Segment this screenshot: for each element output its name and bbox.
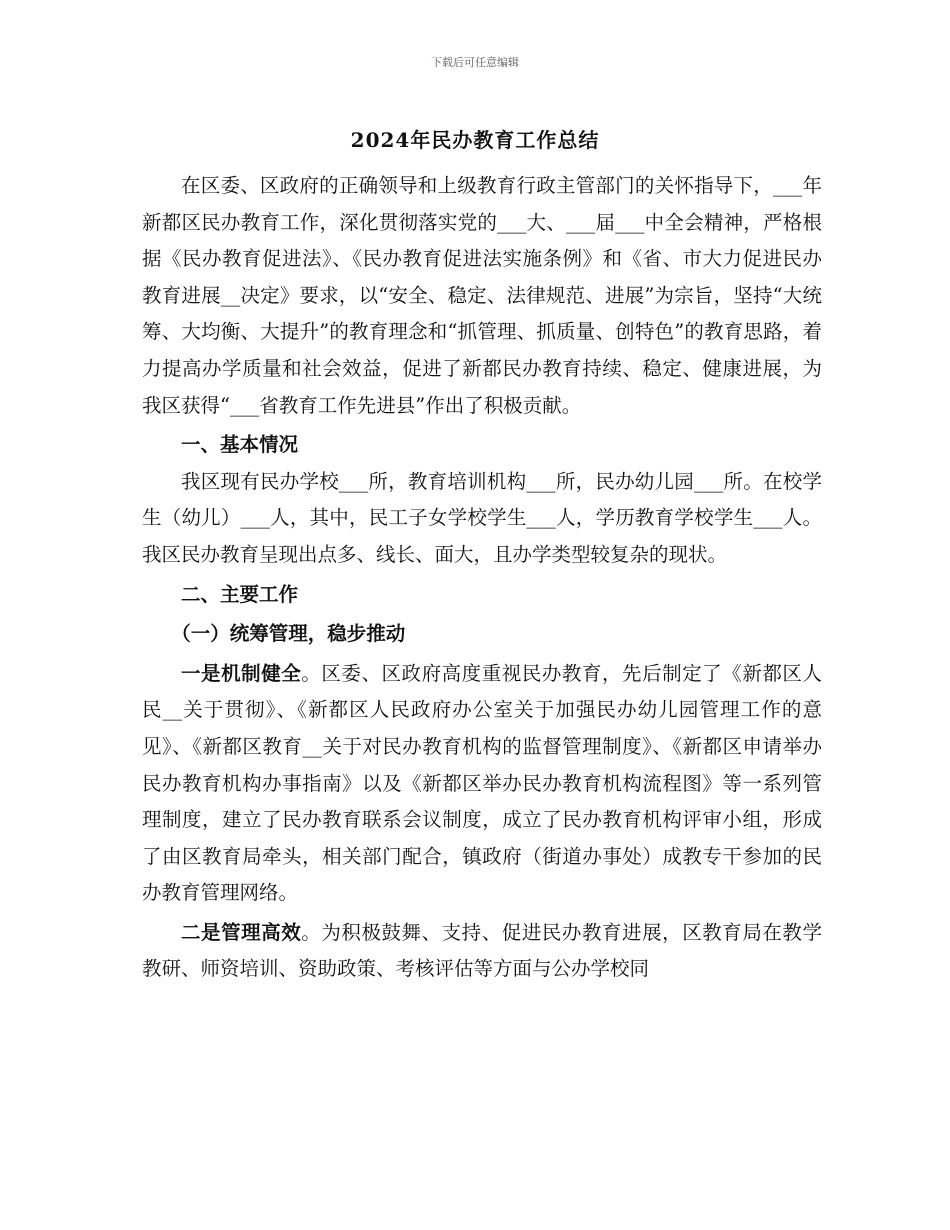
document-body [142, 168, 822, 988]
section-heading-main-work: 二、主要工作 [181, 582, 299, 606]
point-one-paragraph [142, 656, 822, 912]
header-note: 下载后可任意编辑 [431, 56, 519, 69]
section-heading-basic: 一、基本情况 [181, 433, 299, 457]
document-title: 2024年民办教育工作总结 [350, 128, 600, 152]
point-two-paragraph [142, 915, 822, 988]
point-one-lead: 一是机制健全 [181, 661, 302, 685]
point-one-text: 。区委、区政府高度重视民办教育，先后制定了《新都区人民__关于贯彻》、《新都区人民政府办公室关于加强民办幼儿园管理工作的意见》、《新都区教育__关于对民办教育机构的监督管理制度》、《新都区申请举办民办教育机构办事指南》以及《新都区举办民办教育机构流程图》等一系列管理制度，建立了民办教育联系会议制度，成立了民办教育机构评审小组，形成了由区教育局牵头，相关部门配合，镇政府（街道办事处）成教专干参加的民办教育管理网络。 [142, 661, 822, 905]
point-two-lead: 二是管理高效 [181, 920, 302, 944]
point-two-text: 。为积极鼓舞、支持、促进民办教育进展，区教育局在教学教研、师资培训、资助政策、考核评估等方面与公办学校同 [142, 920, 822, 981]
intro-paragraph: 在区委、区政府的正确领导和上级教育行政主管部门的关怀指导下，___年新都区民办教育工作，深化贯彻落实党的___大、___届___中全会精神，严格根据《民办教育促进法》、《民办教育促进法实施条例》和《省、市大力促进民办教育进展__决定》要求，以“安全、稳定、法律规范、进展”为宗旨，坚持“大统筹、大均衡、大提升”的教育理念和“抓管理、抓质量、创特色”的教育思路，着力提高办学质量和社会效益，促进了新都民办教育持续、稳定、健康进展，为我区获得“___省教育工作先进县”作出了积极贡献。 [142, 174, 822, 417]
basic-situation-paragraph: 我区现有民办学校___所，教育培训机构___所，民办幼儿园___所。在校学生（幼儿）___人，其中，民工子女学校学生___人，学历教育学校学生___人。我区民办教育呈现出点多、线长、面大，且办学类型较复杂的现状。 [142, 469, 822, 566]
subsection-heading: （一）统筹管理，稳步推动 [171, 622, 406, 646]
